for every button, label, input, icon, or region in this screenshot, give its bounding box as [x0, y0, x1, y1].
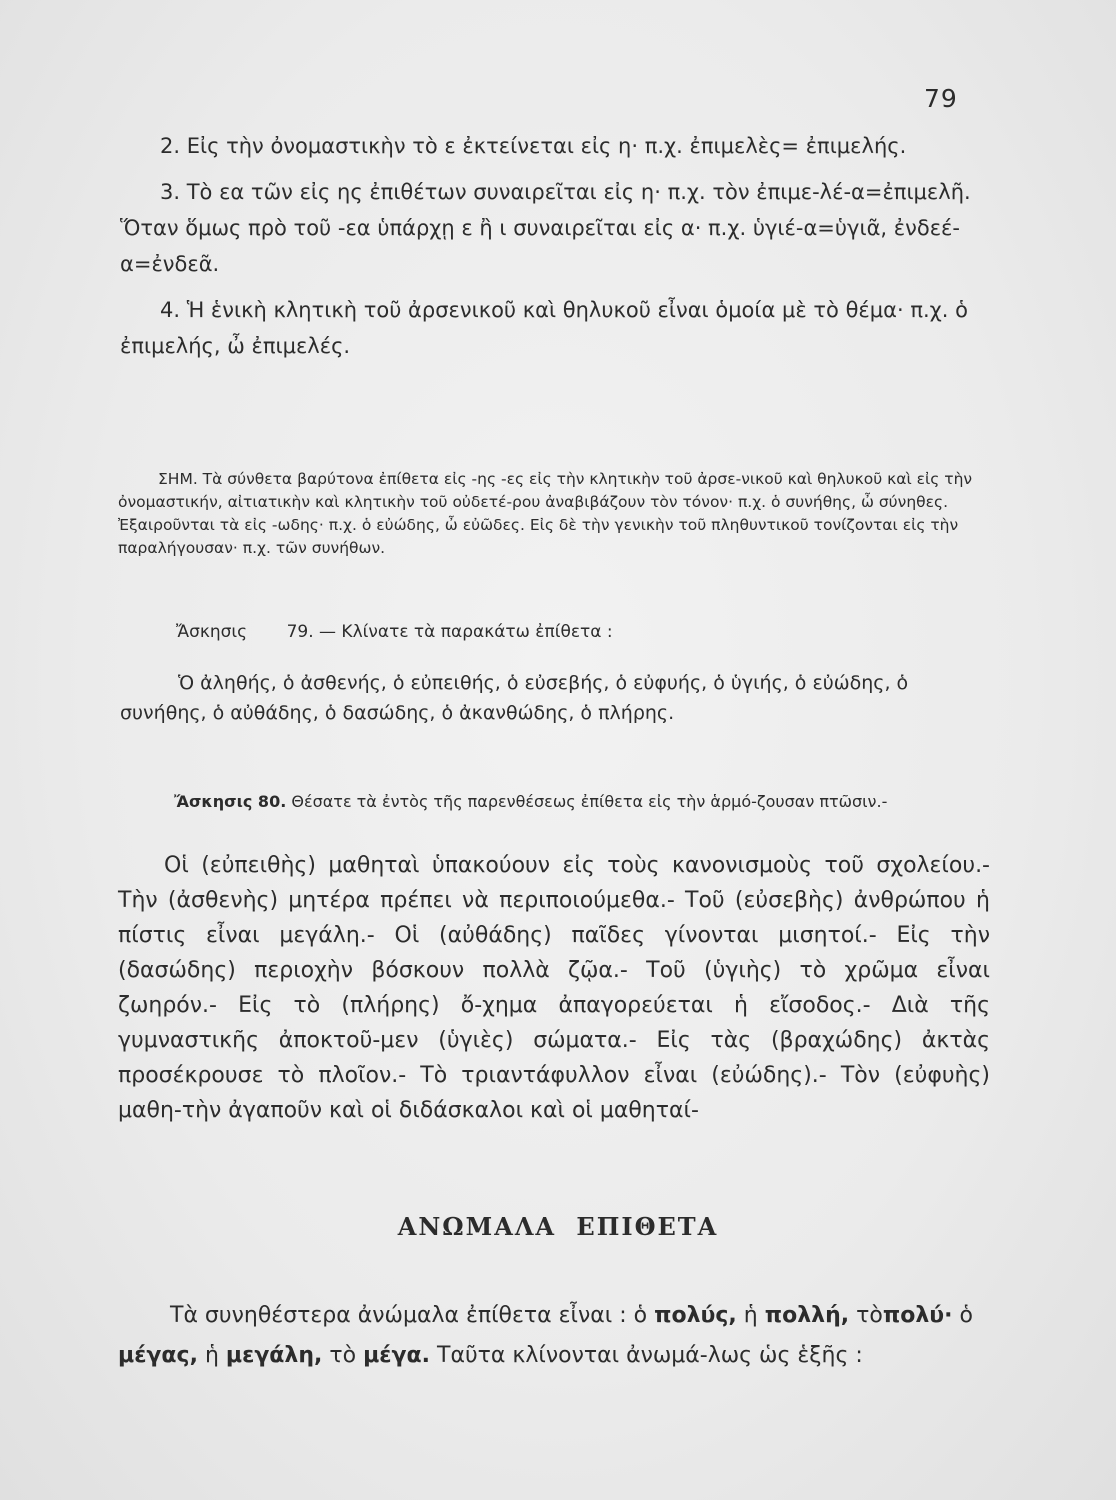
rule-3: 3. Τὸ εα τῶν εἰς ης ἐπιθέτων συναιρεῖται εἰς η· π.χ. τὸν ἐπιμε-λέ-α=ἐπιμελῆ. Ὅταν ὅμως πρὸ τοῦ -εα ὑπάρχῃ ε ἢ ι συναιρεῖται εἰς α· π.χ. ὑγιέ-α=ὑγιᾶ, ἐνδεέ-α=ἐνδεᾶ.: [120, 180, 971, 276]
irregular-outro: Ταῦτα κλίνονται ἀνωμά-λως ὡς ἑξῆς :: [437, 1343, 863, 1368]
form-article: τὸ: [856, 1303, 883, 1328]
form-megali: μεγάλη,: [225, 1343, 323, 1368]
exercise-80-text: [118, 848, 990, 1128]
exercise-80-instruction: Θέσατε τὰ ἐντὸς τῆς παρενθέσεως ἐπίθετα εἰς τὴν ἁρμό-ζουσαν πτῶσιν.-: [291, 792, 888, 811]
form-article: ἡ: [743, 1303, 758, 1328]
exercise-80-heading: [118, 790, 988, 814]
exercise-80-paragraph: Οἱ (εὐπειθὴς) μαθηταὶ ὑπακούουν εἰς τοὺς κανονισμοὺς τοῦ σχολείου.- Τὴν (ἀσθενὴς) μητέρα πρέπει νὰ περιποιούμεθα.- Τοῦ (εὐσεβὴς) ἀνθρώπου ἡ πίστις εἶναι μεγάλη.- Οἱ (αὐθάδης) παῖδες γίνονται μισητοί.- Εἰς τὴν (δασώδης) περιοχὴν βόσκουν πολλὰ ζῷα.- Τοῦ (ὑγιὴς) τὸ χρῶμα εἶναι ζωηρόν.- Εἰς τὸ (πλήρης) ὄ-χημα ἀπαγορεύεται ἡ εἴσοδος.- Διὰ τῆς γυμναστικῆς ἀποκτοῦ-μεν (ὑγιὲς) σώματα.- Εἰς τὰς (βραχώδης) ἀκτὰς προσέκρουσε τὸ πλοῖον.- Τὸ τριαντάφυλλον εἶναι (εὐώδης).- Τὸν (εὐφυὴς) μαθη-τὴν ἀγαποῦν καὶ οἱ διδάσκαλοι καὶ οἱ μαθηταί-: [118, 853, 990, 1123]
form-article: ὁ: [959, 1303, 973, 1328]
exercise-79-heading: [176, 620, 976, 644]
form-article: ἡ: [204, 1343, 219, 1368]
exercise-80-instruction-line: [118, 790, 988, 814]
form-polli: πολλή,: [764, 1303, 850, 1328]
form-poly: πολύ·: [882, 1303, 953, 1328]
form-mega: μέγα.: [363, 1343, 430, 1368]
note-paragraph: ΣΗΜ. Τὰ σύνθετα βαρύτονα ἐπίθετα εἰς -ης -ες εἰς τὴν κλητικὴν τοῦ ἀρσε-νικοῦ καὶ θηλυκοῦ καὶ εἰς τὴν ὀνομαστικήν, αἰτιατικὴν καὶ κλητικὴν τοῦ οὐδετέ-ρου ἀναβιβάζουν τὸν τόνον· π.χ. ὁ συνήθης, ὦ σύνηθες. Ἐξαιροῦνται τὰ εἰς -ωδης· π.χ. ὁ εὐώδης, ὦ εὐῶδες. Εἰς δὲ τὴν γενικὴν τοῦ πληθυντικοῦ τονίζονται εἰς τὴν παραλήγουσαν· π.χ. τῶν συνήθων.: [118, 470, 973, 557]
exercise-79-words: [120, 668, 990, 728]
exercise-79-label: Ἄσκησις: [176, 622, 248, 642]
rule-4: 4. Ἡ ἑνικὴ κλητικὴ τοῦ ἀρσενικοῦ καὶ θηλυκοῦ εἶναι ὁμοία μὲ τὸ θέμα· π.χ. ὁ ἐπιμελής, ὦ ἐπιμελές.: [120, 298, 968, 358]
form-megas: μέγας,: [118, 1343, 198, 1368]
rules-section: [120, 128, 980, 364]
exercise-79-word-list: Ὁ ἀληθής, ὁ ἀσθενής, ὁ εὐπειθής, ὁ εὐσεβής, ὁ εὐφυής, ὁ ὑγιής, ὁ εὐώδης, ὁ συνήθης, ὁ αὐθάδης, ὁ δασώδης, ὁ ἀκανθώδης, ὁ πλήρης.: [120, 672, 909, 724]
exercise-79-instruction: — Κλίνατε τὰ παρακάτω ἐπίθετα :: [319, 622, 613, 642]
form-article: τὸ: [329, 1343, 357, 1368]
irregular-intro: Τὰ συνηθέστερα ἀνώμαλα ἐπίθετα εἶναι :: [170, 1303, 627, 1328]
form-polys: πολύς,: [654, 1303, 737, 1328]
section-heading: ΑΝΩΜΑΛΑ ΕΠΙΘΕΤΑ: [397, 1212, 719, 1241]
rule-2: 2. Εἰς τὴν ὀνομαστικὴν τὸ ε ἐκτείνεται εἰς η· π.χ. ἐπιμελὲς= ἐπιμελής.: [160, 134, 907, 158]
note-section: [118, 468, 988, 560]
irregular-paragraph: [118, 1296, 990, 1376]
form-article: ὁ: [633, 1303, 648, 1328]
exercise-79-number: 79.: [286, 622, 314, 642]
page-number: 79: [924, 84, 958, 113]
irregular-adjectives-section: [118, 1296, 990, 1376]
exercise-80-label: Ἄσκησις 80.: [174, 792, 287, 811]
